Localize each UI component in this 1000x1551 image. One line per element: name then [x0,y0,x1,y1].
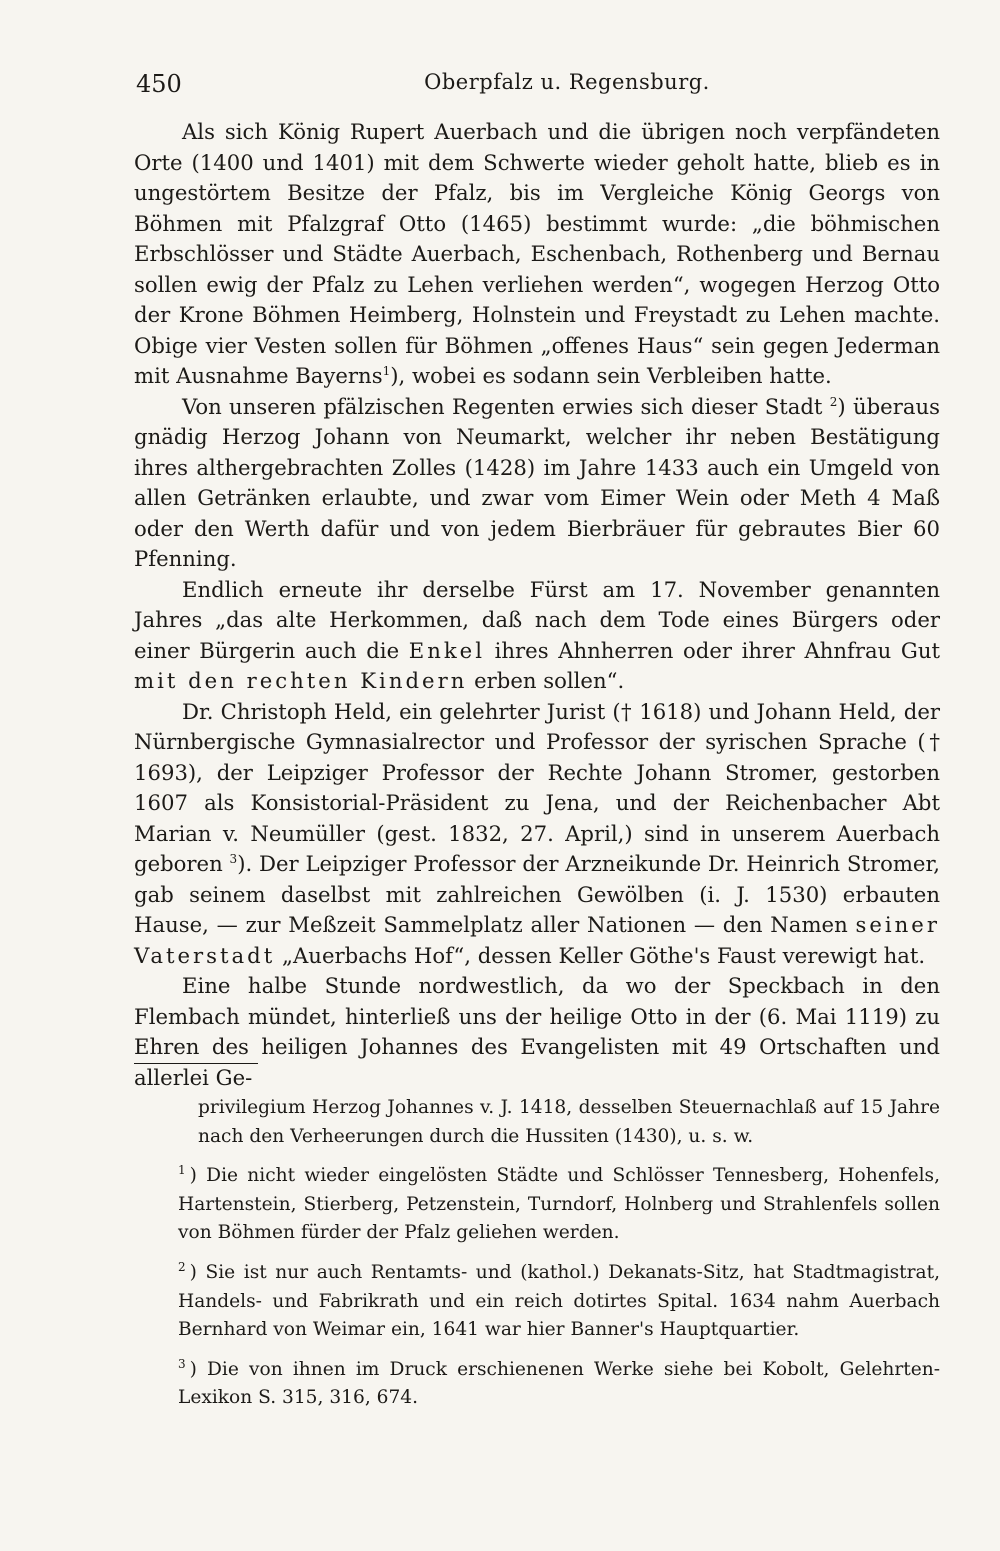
paragraph-2 [134,392,940,575]
paragraph-text: ), wobei es sodann sein Verbleiben hatte. [390,363,832,388]
paragraph-text: ihres Ahnherren oder ihrer Ahnfrau Gut [494,637,940,663]
footnote-1 [178,1162,940,1248]
paragraph-text: Dr. Christoph Held, ein gelehrter Jurist († 1618) und Johann Held, der Nürnbergische Gymnasialrector und Professor der syrischen Sprache († 1693), der Leipziger Professor der Rechte Johann Stromer, gestorben 1607 als Konsistorial-Präsident zu Jena, und der Reichenbacher Abt Marian v. Neumüller (gest. 1832, 27. April,) sind in unserem Auerbach geboren [134,698,940,876]
paragraph-text: Als sich König Rupert Auerbach und die übrigen noch verpfändeten Orte (1400 und 1401) mit dem Schwerte wieder geholt hatte, blieb es in ungestörtem Besitze der Pfalz, bis im Vergleiche König Georgs von Böhmen mit Pfalzgraf Otto (1465) bestimmt wurde: „die böhmischen Erbschlösser und Städte Auerbach, Eschenbach, Rothenberg und Bernau sollen ewig der Pfalz zu Lehen verliehen werden“, wogegen Herzog Otto der Krone Böhmen Heimberg, Holnstein und Freystadt zu Lehen machte. Obige vier Vesten sollen für Böhmen „offenes Haus“ sein gegen Jederman mit Ausnahme Bayerns [134,119,940,388]
spaced-emphasis: Enkel [408,637,486,663]
running-title: Oberpfalz u. Regensburg. [424,70,710,94]
page-header [136,66,938,106]
paragraph-5 [134,971,940,1093]
paragraph-3 [134,575,940,697]
footnote-text: ) Sie ist nur auch Rentamts- und (kathol.) Dekanats-Sitz, hat Stadtmagistrat, Handels- und Fabrikrath und ein reich dotirtes Spital. 1634 nahm Auerbach Bernhard von Weimar ein, 1641 war hier Banner's Hauptquartier. [178,1261,940,1341]
footnote-3 [178,1356,940,1413]
paragraph-text: „Auerbachs Hof“, dessen Keller Göthe's Faust verewigt hat. [282,942,926,968]
footnote-continuation: privilegium Herzog Johannes v. J. 1418, desselben Steuernachlaß auf 15 Jahre nach den Verheerungen durch die Hussiten (1430), u. s. w. [198,1097,940,1147]
paragraph-1 [134,117,940,392]
footnote-text: ) Die nicht wieder eingelösten Städte und Schlösser Tennesberg, Hohenfels, Hartenstein, Stierberg, Petzenstein, Turndorf, Holnberg und Strahlenfels sollen von Böhmen fürder der Pfalz geliehen werden. [178,1165,940,1244]
footnote-divider [134,1063,258,1064]
paragraph-text: Eine halbe Stunde nordwestlich, da wo der Speckbach in den Flembach mündet, hinterließ uns der heilige Otto in der (6. Mai 1119) zu Ehren des heiligen Johannes des Evangelisten mit 49 Ortschaften und allerlei Ge- [134,973,940,1090]
footnote-2 [178,1259,940,1345]
footnote-mark: 2 [178,1259,186,1274]
paragraph-text: ) überaus gnädig Herzog Johann von Neumarkt, welcher ihr neben Bestätigung ihres althergebrachten Zolles (1428) im Jahre 1433 auch ein Umgeld von allen Getränken erlaubte, und zwar vom Eimer Wein oder Meth 4 Maß oder den Werth dafür und von jedem Bierbräuer für gebrautes Bier 60 Pfenning. [134,393,940,571]
paragraph-text: Von unseren pfälzischen Regenten erwies sich dieser Stadt [182,393,823,419]
footnotes [178,1094,940,1424]
footnote-ref: 3 [229,851,238,866]
spaced-emphasis: mit den rechten Kindern [134,668,468,693]
spaced-emphasis: seiner Vaterstadt [134,912,940,968]
paragraph-4 [134,697,940,972]
page-number: 450 [136,70,182,98]
footnote-text: ) Die von ihnen im Druck erschienenen Werke siehe bei Kobolt, Gelehrten-Lexikon S. 315, 316, 674. [178,1358,940,1409]
footnote-ref: 1 [382,363,391,378]
paragraph-text: Endlich erneute ihr derselbe Fürst am 17. November genannten Jahres „das alte Herkommen, daß nach dem Tode eines Bürgers oder einer Bürgerin auch die [134,576,940,663]
footnote-ref: 2 [829,394,838,409]
paragraph-text: erben sollen“. [474,668,625,693]
paragraph-text: ). Der Leipziger Professor der Arzneikunde Dr. Heinrich Stromer, gab seinem daselbst mit zahlreichen Gewölben (i. J. 1530) erbauten Hause, — zur Meßzeit Sammelplatz aller Nationen — den Namen [134,851,940,937]
main-text [134,117,940,1093]
footnote-mark: 3 [178,1356,186,1371]
footnote-mark: 1 [178,1163,186,1177]
